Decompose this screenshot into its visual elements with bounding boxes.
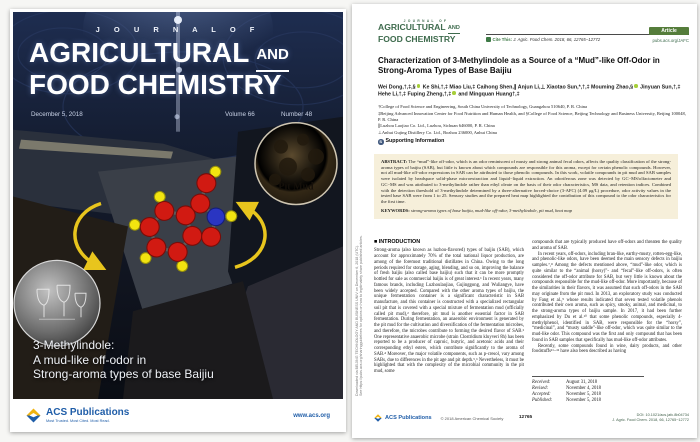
jafc-logo-line2: FOOD CHEMISTRY [378,34,456,44]
acs-publications-logo [26,408,129,423]
cite-this-label[interactable]: Cite This: [492,37,513,42]
cover-date: December 5, 2018 [31,111,83,118]
pit-mud-inset [255,123,337,205]
acs-logo-text: ACS Publications [46,407,130,418]
affiliation-3: ∥Luzhou Laojiao Co. Ltd., Luzhou, Sichuan 646000, P. R. China [378,123,495,129]
footer-acs-text: ACS Publications [385,415,432,421]
footer-doi[interactable]: DOI: 10.1021/acs.jafc.8b04734 [636,413,689,417]
supporting-information-label[interactable]: Supporting Information [385,138,445,144]
author-segment: Jinyuan Sun,†,‡ Hehe Li,†,‡ Fuping Zheng,†,‡ [378,84,681,98]
journal-cover-page [10,9,346,432]
author-segment: Ke Shi,†,‡ Miao Liu,‡ Caihong Shen,∥ Anjun Li,⊥ Xiaotao Sun,*,†,‡ Mouming Zhao,§ [421,84,634,91]
history-label: Published: [532,398,553,404]
affiliations-block [378,104,686,137]
cover-title-and: AND [256,41,289,72]
abstract-text: The “mud”-like off-odor, which is an odor reminiscent of musty and strong animal fecal odors, affects the quality classification of the strong-aroma types of baijiu (SAB), but little is known about which compounds are responsible for this aroma, except for certain phenolic compounds. However, not all mud-like off-odor expressions in SAB can be attributed to those phenolic compounds. In this work, volatile compounds in pit mud and SAB samples were isolated by headspace solid-phase microextraction and liquid−liquid extraction. An odoriferous zone was detected by GC−MS/olfactometer and GC−MS and was attributed to 3-methylindole rather than ethyl oleate on the basis of their odor characteristics, MS data, and retention indices. Combined with the detection threshold of 3-methylindole determined by a three-alternative forced-choice (3-AFC) (4.09 μg/L) procedure, odor activity values in the tested base SAB were from 1 to 25. Sensory studies and the prepared heat map highlighted the contribution of this compound to the odor characteristics for the first time. [381,159,671,204]
cover-footer [10,399,346,432]
intro-paragraph-1: Strong-aroma (also known as luzhou-flavored) types of baijiu (SAB), which account for approximately 70% of the total national liquor production, are among of the foremost traditional distillates in China. Owing to the long periods required for storage, aging, blending, and so on, improving the balance of fresh baijiu (also called base baijiu) such that it can be more promptly bottled for sale as commercial baijiu is of great interest.¹ In recent years, many famous brands, including Luzhoulaojiao, Gujinggong, and Wuliangye, have been widely accepted. Compared with the other aroma types of baijiu, the unique fermentation container is a significant characteristic in SAB manufacture, and this container is constructed with a specialized rectangular soil pit that is covered with a special mixture of fermentation mud (officially called pit mud),² therefore, pit mud is another essential factor in SAB fermentation. During fermentation, an anaerobic environment is generated by the pit mud for the cultivation and diversification of the fermentation microbes, and therefore, the microbes contribute to forming the desired flavor of SAB.³ One representative anaerobic microbe (strain Clostridium kluyveri 8h) has been reported to be a producer of caproic, butyric, and acetonic acids and their corresponding ethyl esters, which contribute significantly to the aroma of SAB.⁴ Moreover, the major volatile components, such as p-cresol, vary among SABs, due to differences in the pit age and pit depth.⁵,⁶ Nevertheless, it must be highlighted that with the complexity of the microbial community in the pit mud, some [374,248,524,374]
jafc-logo-and: AND [448,24,460,34]
article-title: Characterization of 3-Methylindole as a Source of a “Mud”-like Off-Odor in Strong-Aroma Types of Base Baijiu [378,56,660,75]
download-notice-line1: Downloaded via BEIJING TECHNOLOGY AND BUSINESS UNIV on December 6, 2018 (UTC). [355,244,359,396]
download-notice [355,235,364,396]
author-segment: Wei Dong,†,‡,§ [378,84,416,91]
jafc-logo-line1: AGRICULTURAL [378,22,446,32]
abstract-label: ABSTRACT: [381,159,408,164]
cite-this-row[interactable] [486,37,600,42]
cover-caption-line2: A mud-like off-odor in [33,352,147,367]
history-label: Received: [532,379,551,385]
acs-diamond-icon [26,408,41,423]
jafc-logo-journal-of: JOURNAL OF [403,19,449,23]
keywords-label: KEYWORDS: [381,208,410,214]
affiliation-1: †College of Food Science and Engineering, South China University of Technology, Guangzhou 510640, P. R. China [378,104,588,109]
page-footer [374,413,689,429]
footer-citation: J. Agric. Food Chem. 2018, 66, 12765−12772 [612,417,689,422]
history-label: Revised: [532,385,549,391]
body-column-right [532,240,682,355]
journal-site-link[interactable]: pubs.acs.org/JAFC [652,38,689,43]
cover-number: Number 48 [281,111,313,118]
supporting-information-link[interactable] [378,138,444,145]
article-history-box [532,376,644,404]
cover-volume: Volume 66 [225,111,255,118]
jafc-logo [378,19,478,44]
acs-website-link[interactable]: www.acs.org [293,412,330,419]
footer-acs-logo [374,414,503,422]
cover-journal-of: J O U R N A L O F [95,25,261,34]
history-value: November 5, 2018 [566,391,602,397]
pit-mud-label: Pit Mud [278,181,314,193]
cover-art [13,12,343,399]
orcid-icon[interactable] [452,91,456,95]
cite-this-reference: J. Agric. Food Chem. 2018, 66, 12765−12772 [513,37,601,42]
keywords-text: strong-aroma types of base baijiu, mud-like off-odor, 3-methylindole, pit mud, heat map [411,208,573,214]
cover-caption-line1: 3-Methylindole: [33,338,115,352]
introduction-heading [374,240,524,246]
authors-line [378,84,686,99]
cover-title-agricultural: AGRICULTURAL [29,37,250,68]
orcid-icon[interactable] [634,84,638,88]
download-notice-line2: See https://pubs.acs.org/sharingguidelines for options on how to legitimately share published articles. [359,235,364,396]
introduction-heading-text: INTRODUCTION [378,239,421,245]
abstract-box [374,154,678,219]
cover-title-line2: FOOD CHEMISTRY [29,69,282,100]
supporting-information-icon: S [379,139,383,144]
intro-paragraph-2: In recent years, off-odors, including bran-like, earthy-musty, rotten-egg-like, and phenolic-like odors, have been deemed the main sensory defects in baijiu samples.⁷,⁸ Among the defects mentioned above, “mud”-like odor, which is quite similar to the “animal (horsy)”- and “fecal”-like off-odors, is often considered the off-odor attribute for SAB, but very little is known about the compounds responsible for the mud-like off-odor. More importantly, because of the similarities in their flavors, it was assumed that such off-odors in the SAB may originate from the pit mud. In 2013, an exploratory study was conducted by Fang et al.,⁹ whose results indicated that seven tested volatile phenols contributed their own aroma, such as spicy, smoky, animal, and medicinal, to the strong-aroma types of baijiu sample. In 2017, it had been further emphasized by Du et al.¹⁰ that some phenolic compounds, especially 4-methylphenol, identified in SAB, were responsible for the “horsy”, “medicinal”, and “musty saddle”-like off-odor, which was quite similar to the mud-like odor. This compound was the first and only compound that has been found in SAB samples that specifically has mud-like off-odor attributes. [532,251,682,343]
cover-caption [33,338,214,382]
history-value: August 31, 2018 [566,379,598,385]
article-type-badge: Article [649,27,689,36]
history-row-published [532,398,644,404]
intro-paragraph-3: Recently, some compounds found in wine, dairy products, and other foodstuffs¹¹−¹³ have also been described as having [532,343,682,355]
footer-doi-block [612,413,689,422]
section-marker: ■ [374,239,378,245]
glassware-inset [14,260,100,346]
author-segment: and Mingquan Huang†,‡ [456,91,520,98]
history-value: November 4, 2018 [566,385,602,391]
affiliation-4: ⊥Anhui Gujing Distillery Co. Ltd., Bozhou 236000, Anhui China [378,130,497,136]
article-page [352,4,697,438]
orcid-icon[interactable] [417,84,421,88]
cover-caption-line3: Strong-aroma types of base Baijiu [33,367,214,381]
history-value: November 5, 2018 [566,398,602,404]
body-column-left [374,240,524,375]
keywords-line [381,208,671,214]
footer-page-number: 12765 [518,415,533,420]
cite-this-icon [486,37,491,42]
acs-tagline: Most Trusted. Most Cited. Most Read. [46,419,110,423]
intro-paragraph-1-cont: compounds that are typically produced have off-odors and threaten the quality and aroma of SAB. [532,240,682,251]
acs-diamond-icon [374,414,382,422]
affiliation-2: ‡Beijing Advanced Innovation Center for Food Nutrition and Human Health, and §College of Food Science, Beijing Technology and Business University, Beijing 100048, P. R. China [378,110,686,122]
history-label: Accepted: [532,391,551,397]
footer-copyright: © 2018 American Chemical Society [440,415,504,421]
